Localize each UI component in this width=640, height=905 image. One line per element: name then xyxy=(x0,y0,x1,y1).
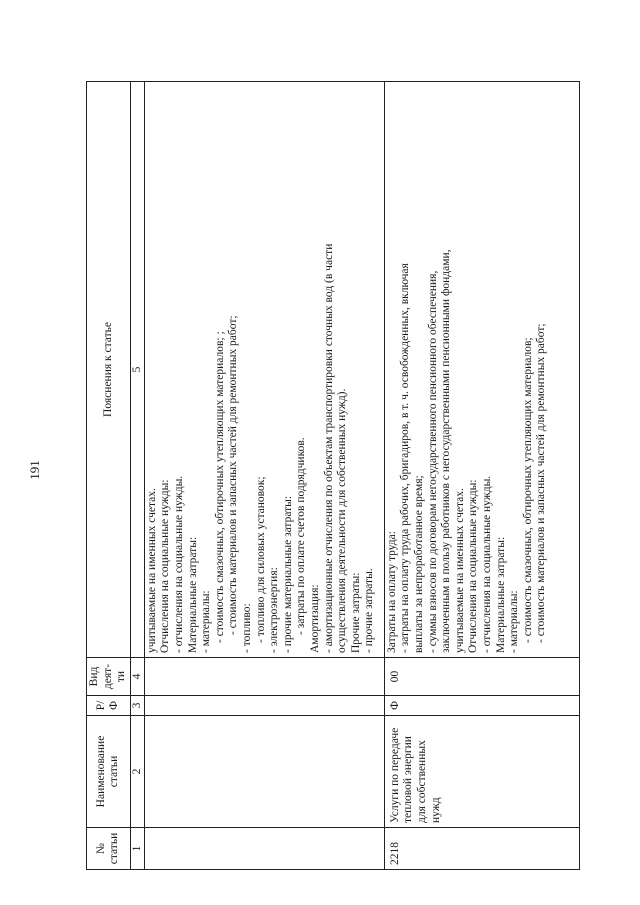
item-name-cell: Услуги по передаче тепловой энергии для собственных нужд xyxy=(384,716,579,828)
column-number: 4 xyxy=(130,658,144,696)
explanation-line: - стоимость смазочных, обтирочных утепляющих материалов; ; xyxy=(213,331,226,643)
explanation-line: выплаты за непроработанное время; xyxy=(412,475,425,653)
explanation-line: - стоимость материалов и запасных частей для ремонтных работ; xyxy=(227,315,240,635)
table-row xyxy=(144,82,384,870)
header-explanation: Пояснения к статье xyxy=(87,82,131,658)
explanation-line: осуществления деятельности для собственных нужд). xyxy=(336,388,349,653)
activity-cell: 00 xyxy=(384,658,579,696)
explanation-line: - топливо для силовых установок; xyxy=(254,476,267,643)
explanation-line: - затраты на оплату труда рабочих, бригадиров, в т. ч. освобожденных, включая xyxy=(399,263,412,653)
explanation-line: - затраты по оплате счетов подрядчиков. xyxy=(295,437,308,635)
header-rf: Р/Ф xyxy=(87,696,131,716)
explanation-line: - топливо: xyxy=(240,603,253,653)
explanation-line: учитываемые на именных счетах. xyxy=(453,488,466,653)
header-item-number: № статьи xyxy=(87,828,131,870)
explanation-line: Амортизация: xyxy=(308,584,321,653)
column-number: 5 xyxy=(130,82,144,658)
activity-cell xyxy=(144,658,384,696)
explanation-line: - отчисления на социальные нужды. xyxy=(172,475,185,653)
explanation-cell xyxy=(144,82,384,658)
table-header-row xyxy=(87,82,131,870)
explanation-cell xyxy=(384,82,579,658)
explanation-line: - отчисления на социальные нужды. xyxy=(480,475,493,653)
column-number: 2 xyxy=(130,716,144,828)
explanation-line: - материалы: xyxy=(508,590,521,653)
header-activity-type: Вид деят-ти xyxy=(87,658,131,696)
column-number-row xyxy=(130,82,144,870)
page-number: 191 xyxy=(27,460,42,480)
rf-cell xyxy=(144,696,384,716)
explanation-line: заключенным в пользу работников с негосударственными пенсионными фондами, xyxy=(440,249,453,653)
explanation-line: Материальные затраты: xyxy=(186,536,199,653)
explanation-line: - амортизационные отчисления по объектам транспортировки сточных вод (в части xyxy=(322,243,335,653)
explanation-line: Отчисления на социальные нужды: xyxy=(159,479,172,653)
explanation-line: - прочие материальные затраты: xyxy=(281,495,294,653)
column-number: 3 xyxy=(130,696,144,716)
explanation-line: Затраты на оплату труда: xyxy=(385,531,398,653)
column-number: 1 xyxy=(130,828,144,870)
explanation-line: - прочие затраты. xyxy=(363,568,376,653)
explanation-line: Отчисления на социальные нужды: xyxy=(467,479,480,653)
explanation-line: - стоимость смазочных, обтирочных утепляющих материалов; xyxy=(521,337,534,643)
rf-cell: Ф xyxy=(384,696,579,716)
explanation-line: учитываемые на именных счетах. xyxy=(145,488,158,653)
explanation-line: - электроэнергия: xyxy=(268,567,281,653)
explanation-line: Прочие затраты: xyxy=(349,572,362,653)
table-row xyxy=(384,82,579,870)
explanation-line: - материалы: xyxy=(200,590,213,653)
explanation-line: - стоимость материалов и запасных частей для ремонтных работ; xyxy=(535,323,548,643)
header-item-name: Наименование статьи xyxy=(87,716,131,828)
rotated-table-wrapper xyxy=(86,82,569,870)
explanation-line: - суммы взносов по договорам негосударственного пенсионного обеспечения, xyxy=(426,270,439,653)
item-number-cell xyxy=(144,828,384,870)
item-number-cell: 2218 xyxy=(384,828,579,870)
item-name-cell xyxy=(144,716,384,828)
cost-items-table xyxy=(86,81,580,870)
explanation-line: Материальные затраты: xyxy=(494,536,507,653)
